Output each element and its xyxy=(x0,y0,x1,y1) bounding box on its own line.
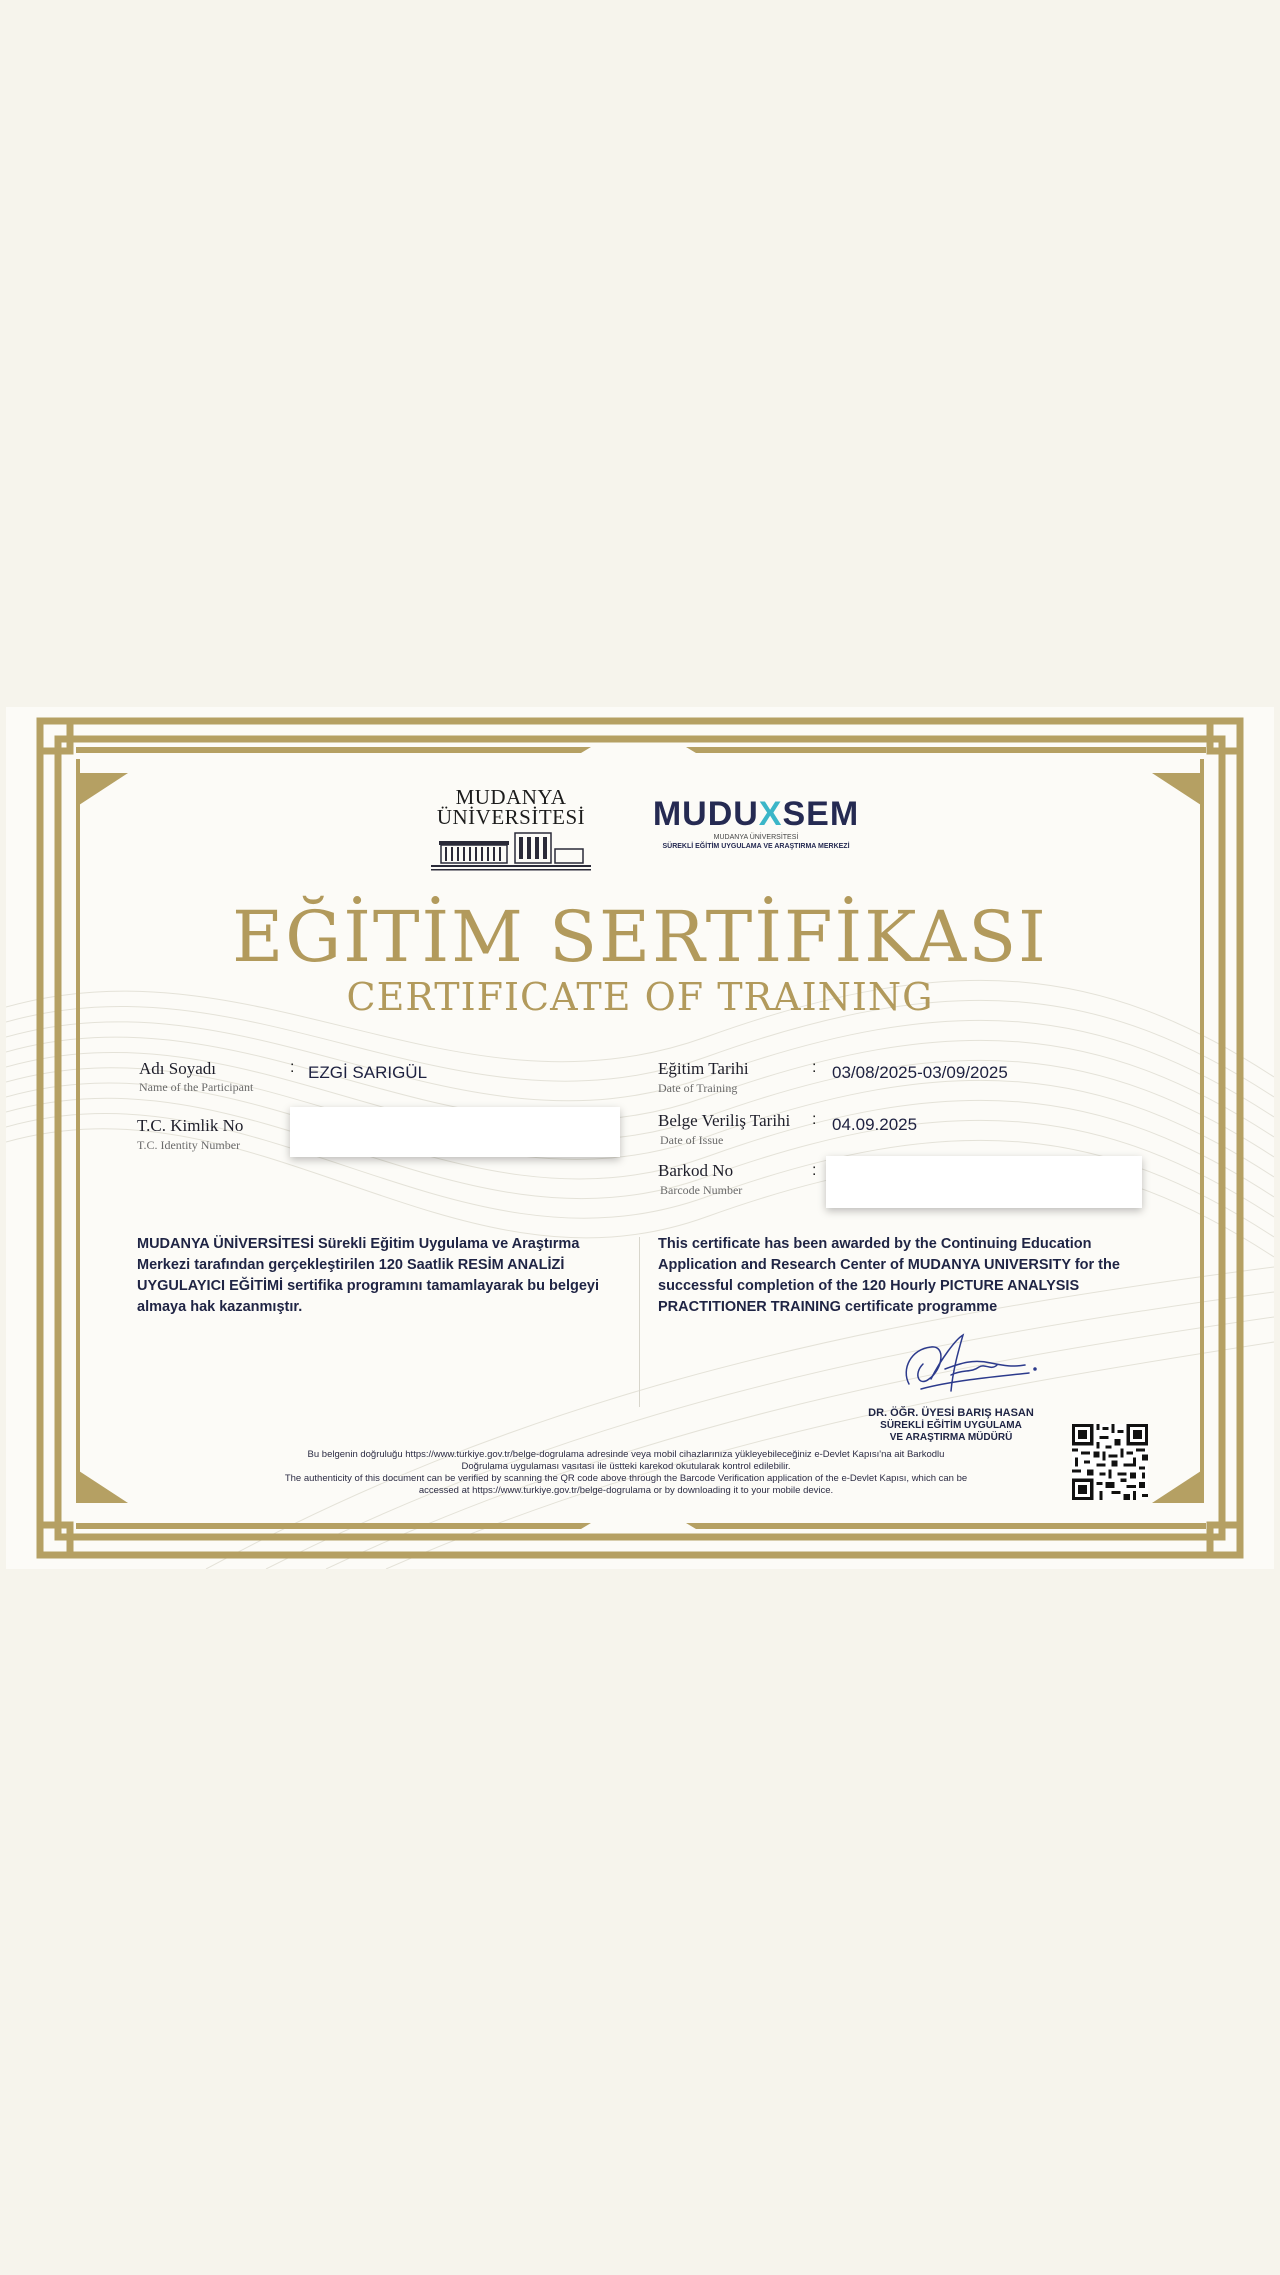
training-date-label: Eğitim Tarihi xyxy=(658,1059,749,1078)
barcode-colon: : xyxy=(812,1162,817,1179)
training-date-colon: : xyxy=(812,1059,817,1076)
sem-brand-left: MUDU xyxy=(652,795,759,833)
university-logo-line2: ÜNİVERSİTESİ xyxy=(436,805,586,829)
certificate xyxy=(6,707,1274,1569)
verification-footer xyxy=(216,1449,1036,1497)
barcode-sub-label: Barcode Number xyxy=(660,1183,743,1197)
barcode-label: Barkod No xyxy=(658,1161,734,1180)
signer-role-line1: SÜREKLİ EĞİTİM UYGULAMA xyxy=(880,1420,1022,1431)
issue-date-value: 04.09.2025 xyxy=(832,1115,918,1134)
signature-image xyxy=(901,1329,1051,1409)
university-building-icon xyxy=(431,831,591,873)
footer-line2: Doğrulama uygulaması vasıtası ile üstteki karekod okutularak kontrol edilebilir. xyxy=(461,1461,791,1472)
sem-sub1: MUDANYA ÜNİVERSİTESİ xyxy=(713,834,799,841)
id-label: T.C. Kimlik No xyxy=(137,1116,244,1135)
id-number-redacted xyxy=(290,1107,620,1157)
sem-brand xyxy=(651,797,861,831)
footer-line1: Bu belgenin doğruluğu https://www.turkiye.gov.tr/belge-dogrulama adresinde veya mobil cihazlarınıza yükleyebileceğiniz e-Devlet Kapısı'na ait Barkodlu xyxy=(307,1449,945,1460)
muduxsem-logo xyxy=(651,797,861,851)
signer-block xyxy=(846,1407,1056,1444)
signer-name: DR. ÖĞR. ÜYESİ BARIŞ HASAN xyxy=(868,1407,1034,1419)
id-sub-label: T.C. Identity Number xyxy=(137,1138,241,1152)
title-english: CERTIFICATE OF TRAINING xyxy=(346,975,934,1019)
sem-sub2: SÜREKLİ EĞİTİM UYGULAMA VE ARAŞTIRMA MERKEZİ xyxy=(662,843,850,850)
university-logo-line1: MUDANYA xyxy=(455,785,567,809)
issue-date-sub-label: Date of Issue xyxy=(660,1133,724,1147)
name-colon: : xyxy=(290,1059,295,1076)
footer-line3: The authenticity of this document can be verified by scanning the QR code above through the Barcode Verification application of the e-Devlet Kapısı, which can be xyxy=(284,1473,968,1484)
name-sub-label: Name of the Participant xyxy=(139,1080,254,1094)
mudanya-university-logo xyxy=(426,787,596,873)
signer-role-line2: VE ARAŞTIRMA MÜDÜRÜ xyxy=(889,1432,1013,1443)
training-date-value: 03/08/2025-03/09/2025 xyxy=(832,1063,1008,1082)
description-turkish: MUDANYA ÜNİVERSİTESİ Sürekli Eğitim Uygulama ve Araştırma Merkezi tarafından gerçekleştirilen 120 Saatlik RESİM ANALİZİ UYGULAYICI EĞİTİMİ sertifika programını tamamlayarak bu belgeyi almaya hak kazanmıştır. xyxy=(137,1236,599,1315)
description-english: This certificate has been awarded by the Continuing Education Application and Research Center of MUDANYA UNIVERSITY for the successful completion of the 120 Hourly PICTURE ANALYSIS PRACTITIONER TRAINING certificate programme xyxy=(658,1236,1120,1315)
issue-date-label: Belge Veriliş Tarihi xyxy=(658,1111,791,1130)
barcode-number-redacted xyxy=(826,1156,1142,1208)
footer-line4: accessed at https://www.turkiye.gov.tr/belge-dogrulama or by downloading it to your mobile device. xyxy=(418,1485,834,1496)
participant-name: EZGİ SARIGÜL xyxy=(308,1063,428,1082)
name-label: Adı Soyadı xyxy=(139,1059,216,1078)
sem-brand-right: SEM xyxy=(782,795,860,833)
column-divider xyxy=(639,1237,640,1407)
qr-code xyxy=(1072,1424,1148,1500)
training-date-sub-label: Date of Training xyxy=(658,1081,738,1095)
sem-brand-x: X xyxy=(758,795,783,833)
issue-date-colon: : xyxy=(812,1111,817,1128)
title-turkish: EĞİTİM SERTİFİKASI xyxy=(232,896,1048,978)
